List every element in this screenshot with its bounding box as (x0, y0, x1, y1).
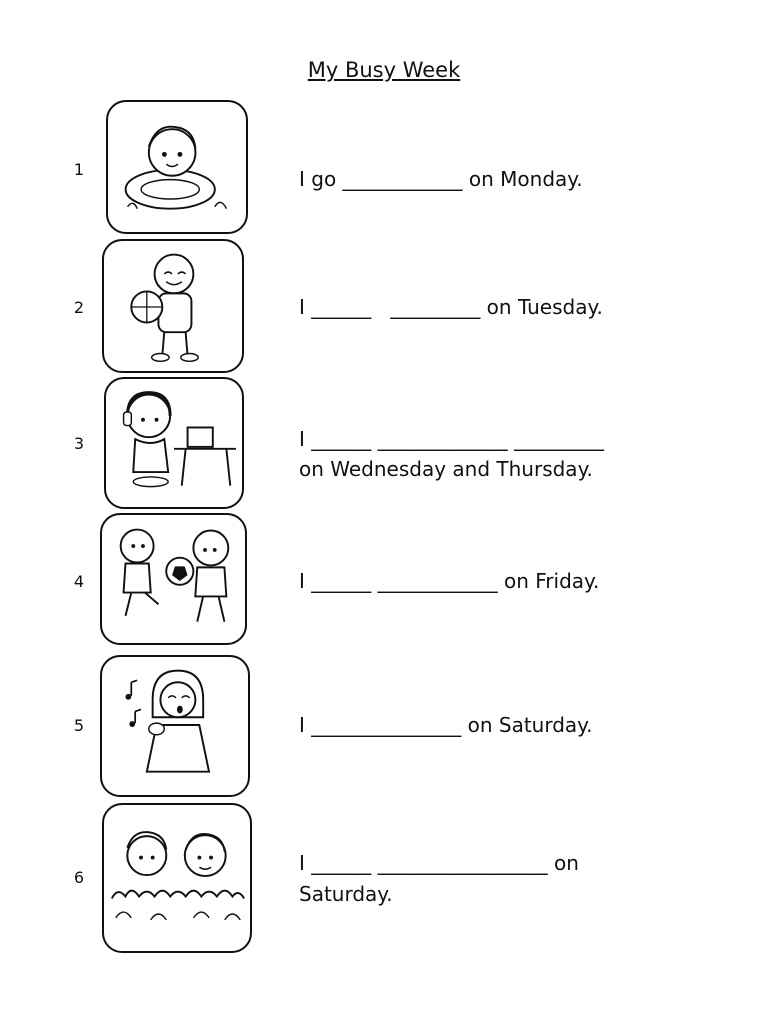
sentence-6-line-1: I ______ _________________ on (299, 851, 579, 875)
boy-swim-ring-illustration (108, 102, 246, 232)
item-number-6: 6 (73, 868, 85, 887)
worksheet-title: My Busy Week (307, 58, 461, 82)
picture-card-3 (104, 377, 244, 509)
sentence-3-line-1: I ______ _____________ _________ (299, 427, 604, 451)
picture-card-1 (106, 100, 248, 234)
picture-card-6 (102, 803, 252, 953)
picture-card-5 (100, 655, 250, 797)
sentence-6-line-2: Saturday. (299, 882, 393, 906)
boys-football-illustration (102, 515, 245, 643)
sentence-4-line-1: I ______ ____________ on Friday. (299, 569, 600, 593)
item-number-3: 3 (73, 434, 85, 453)
girl-singing-illustration (102, 657, 248, 795)
picture-card-2 (102, 239, 244, 373)
sentence-3-line-2: on Wednesday and Thursday. (299, 457, 593, 481)
sentence-2-line-1: I ______ _________ on Tuesday. (299, 295, 603, 319)
sentence-1-line-1: I go ____________ on Monday. (299, 167, 583, 191)
item-number-5: 5 (73, 716, 85, 735)
boy-basketball-illustration (104, 241, 242, 371)
item-number-4: 4 (73, 572, 85, 591)
sentence-5-line-1: I _______________ on Saturday. (299, 713, 593, 737)
item-number-1: 1 (73, 160, 85, 179)
picture-card-4 (100, 513, 247, 645)
kids-garden-illustration (104, 805, 250, 951)
item-number-2: 2 (73, 298, 85, 317)
girl-laptop-illustration (106, 379, 242, 507)
